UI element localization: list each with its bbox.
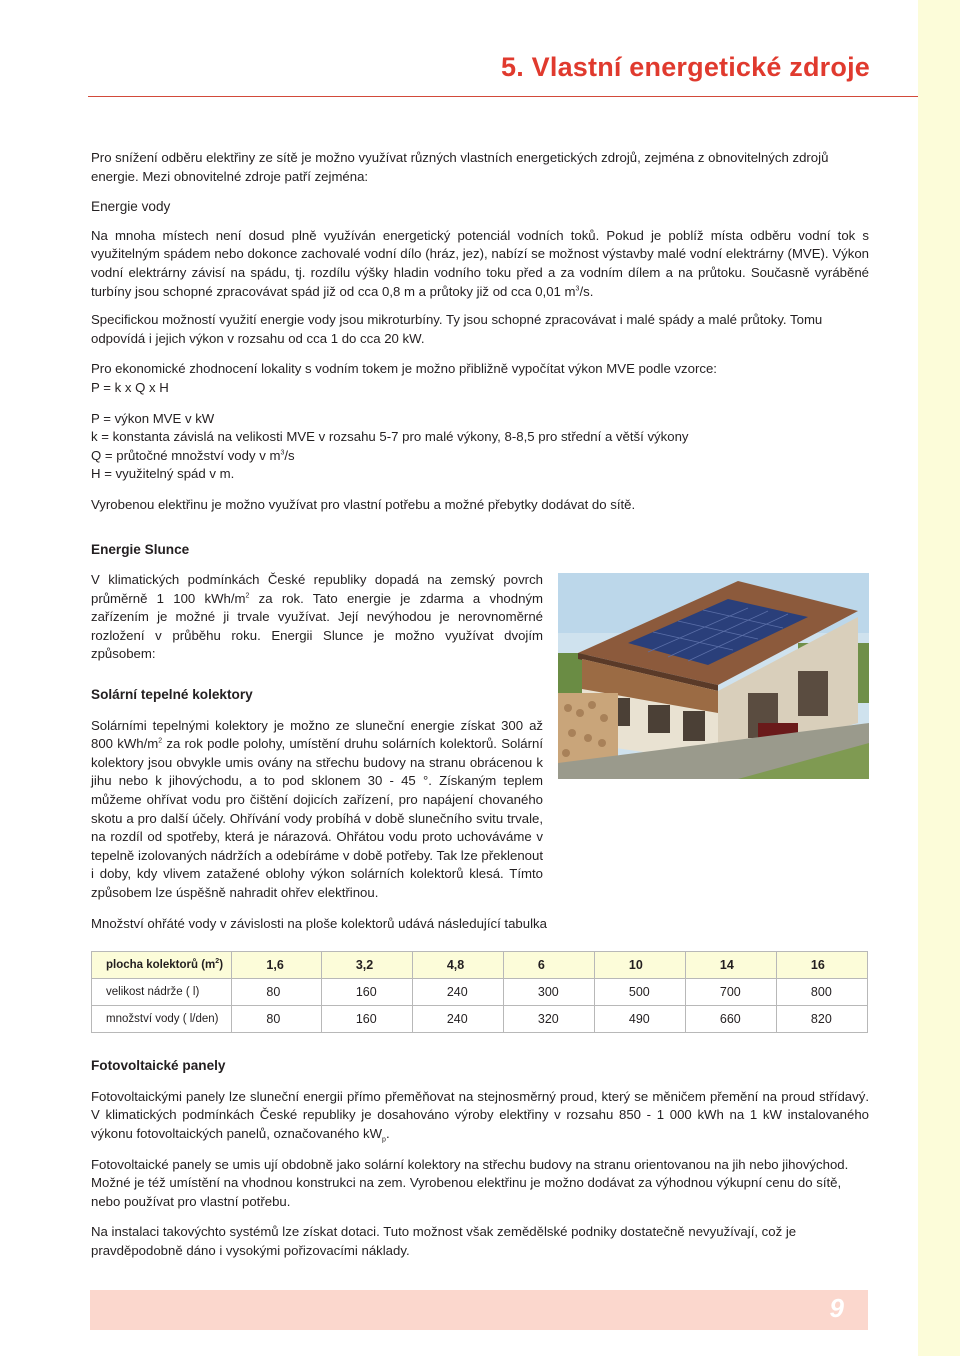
pv-paragraph-2: Fotovoltaické panely se umis ují obdobně jako solární kolektory na střechu budovy na stranu orientovanou na jih nebo jihovýchod. Možné je též umístění na vhodnou konstrukci na zem. Vyrobenou elektřinu je možno dodávat za výhodnou výkupní cenu do sítě, nebo používat pro vlastní potřebu.: [91, 1156, 849, 1209]
definition-q: [91, 447, 869, 466]
water-paragraph-4: Vyrobenou elektřinu je možno využívat pro vlastní potřebu a možné přebytky dodávat do sítě.: [91, 496, 636, 512]
table-cell: 6: [503, 952, 594, 979]
table-row-label: [92, 979, 232, 1006]
table-cell: 500: [594, 979, 685, 1006]
table-row-label: [92, 952, 232, 979]
table-cell: 3,2: [321, 952, 412, 979]
collector-table: [91, 951, 868, 1033]
page-number: 9: [829, 1293, 844, 1323]
table-cell: 16: [776, 952, 867, 979]
table-cell: 490: [594, 1006, 685, 1033]
pv-paragraph-1: [91, 1088, 869, 1144]
table-cell: 300: [503, 979, 594, 1006]
row-label-sup: 2: [215, 958, 220, 966]
page-side-band: [918, 0, 960, 1356]
collectors-p1-end: za rok podle polohy, umístění druhu solárních kolektorů. Solární kolektory jsou obvykle umis ovány na střechu budovy na stranu obrácenou k jihu nebo k jihovýchodu, a to pod sklonem 30 - 45 °. Získaným teplem můžeme ohřívat vodu pro čištění dojicích zařízení, pro napájení chovaného skotu a pro další účely. Ohřívání vody probíhá v době slunečního svitu trvale, na rozdíl od spotřeby, která je nárazová. Ohřátou vodu proto uchováváme v tepelně izolovaných nádržích a odebíráme v době potřeby. Tak lze překlenout i doby, kdy vlivem zatažené oblohy výkon solárních kolektorů klesá. Tímto způsobem lze úspěšně nahradit ohřev elektřinou.: [91, 736, 543, 900]
row-label-text: množství vody ( l/den): [106, 1012, 219, 1025]
page-content: [91, 149, 869, 1261]
water-p1-text: Na mnoha místech není dosud plně využíván energetický potenciál vodních toků. Pokud je poblíž místa odběru vodní tok s využitelným spádem nebo dokonce zachovalé vodní dílo (hráz, jez), nabízí se možnost výstavby malé vodní elektrárny (MVE). Výkon vodní elektrárny závisí na spádu, tj. rozdílu výšky hladin vodního toku před a za vodním dílem a na průtoku. Současně vyráběné turbíny jsou schopné zpracovávat spád již od cca 0,8 m a průtoky již od cca 0,01 m: [91, 227, 869, 299]
pv-p1-text: Fotovoltaickými panely lze sluneční energii přímo přeměňovat na stejnosměrný proud, který se měničem přemění na proud střídavý. V klimatických podmínkách České republiky je dosahováno výroby elektřiny v rozsahu 850 - 1 000 kWh na 1 kW instalovaného výkonu fotovoltaických panelů, označovaného kW: [91, 1088, 869, 1141]
water-formula: P = k x Q x H: [91, 379, 169, 395]
water-paragraph-1: [91, 227, 869, 301]
sun-p1-end: za rok. Tato energie je zdarma a vhodným zařízením je možné ji trvale využívat. Její nevýhodou je nerovnoměrné rozložení v průběhu roku. Energii Slunce je možno využívat dvojím způsobem:: [91, 590, 543, 662]
section-heading-water: Energie vody: [91, 199, 171, 215]
pv-paragraph-3: Na instalaci takovýchto systémů lze získat dotaci. Tuto možnost však zemědělské podniky dostatečně nevyužívají, což je pravděpodobně dáno i vysokými pořizovacími náklady.: [91, 1224, 797, 1258]
table-cell: 240: [412, 979, 503, 1006]
water-p1-sup: 3: [575, 285, 580, 293]
water-paragraph-3: Pro ekonomické zhodnocení lokality s vodním tokem je možno přibližně vypočítat výkon MVE podle vzorce:: [91, 361, 717, 377]
collectors-paragraph-1: [91, 717, 869, 903]
table-row: [92, 952, 868, 979]
def-q-text: Q = průtočné množství vody v m: [91, 447, 281, 463]
intro-paragraph: Pro snížení odběru elektřiny ze sítě je možno využívat různých vlastních energetických zdrojů, zejména z obnovitelných zdrojů energie. Mezi obnovitelné zdroje patří zejména:: [91, 150, 829, 184]
pv-p1-end: .: [385, 1125, 390, 1141]
row-label-end: ): [219, 958, 224, 971]
collector-table-body: [92, 952, 868, 1033]
pv-p1-sub: p: [382, 1136, 386, 1144]
water-paragraph-2: Specifickou možností využití energie vody jsou mikroturbíny. Ty jsou schopné zpracovávat i malé spády a malé průtoky. Tomu odpovídá i jejich výkon v rozsahu od cca 1 do cca 20 kW.: [91, 312, 823, 346]
row-label-text: velikost nádrže ( l): [106, 985, 200, 998]
definition-h: H = využitelný spád v m.: [91, 466, 235, 482]
table-cell: 160: [321, 1006, 412, 1033]
table-cell: 1,6: [232, 952, 321, 979]
sun-p1-text: V klimatických podmínkách České republiky dopadá na zemský povrch průměrně 1 100 kWh/m: [91, 572, 543, 606]
collectors-p1-sup: 2: [158, 737, 163, 745]
table-cell: 240: [412, 1006, 503, 1033]
def-q-sup: 3: [280, 449, 285, 457]
table-cell: 80: [232, 1006, 321, 1033]
table-row: [92, 1006, 868, 1033]
collectors-paragraph-2: Množství ohřáté vody v závislosti na ploše kolektorů udává následující tabulka: [91, 915, 547, 931]
water-p1-end: /s.: [579, 283, 594, 299]
sun-paragraph: [91, 571, 543, 664]
definition-k: k = konstanta závislá na velikosti MVE v rozsahu 5-7 pro malé výkony, 8-8,5 pro střední a větší výkony: [91, 429, 689, 445]
collectors-p1-text: Solárními tepelnými kolektory je možno ze sluneční energie získat 300 až 800 kWh/m: [91, 717, 543, 752]
table-cell: 10: [594, 952, 685, 979]
footer-bar: [90, 1290, 868, 1330]
table-cell: 320: [503, 1006, 594, 1033]
header-divider: [88, 96, 918, 97]
table-row-label: [92, 1006, 232, 1033]
table-cell: 800: [776, 979, 867, 1006]
section-heading-collectors: Solární tepelné kolektory: [91, 687, 253, 703]
row-label-text: plocha kolektorů (m: [106, 958, 216, 971]
table-cell: 660: [685, 1006, 776, 1033]
table-cell: 820: [776, 1006, 867, 1033]
section-heading-sun: Energie Slunce: [91, 541, 190, 557]
table-cell: 4,8: [412, 952, 503, 979]
def-q-end: /s: [284, 447, 295, 463]
page-title: 5. Vlastní energetické zdroje: [501, 52, 870, 82]
definition-p: P = výkon MVE v kW: [91, 410, 215, 426]
table-cell: 160: [321, 979, 412, 1006]
section-heading-pv: Fotovoltaické panely: [91, 1058, 226, 1074]
table-row: [92, 979, 868, 1006]
sun-p1-sup: 2: [245, 592, 250, 600]
table-cell: 14: [685, 952, 776, 979]
collectors-p1-wrap: [91, 717, 543, 903]
table-cell: 80: [232, 979, 321, 1006]
table-cell: 700: [685, 979, 776, 1006]
